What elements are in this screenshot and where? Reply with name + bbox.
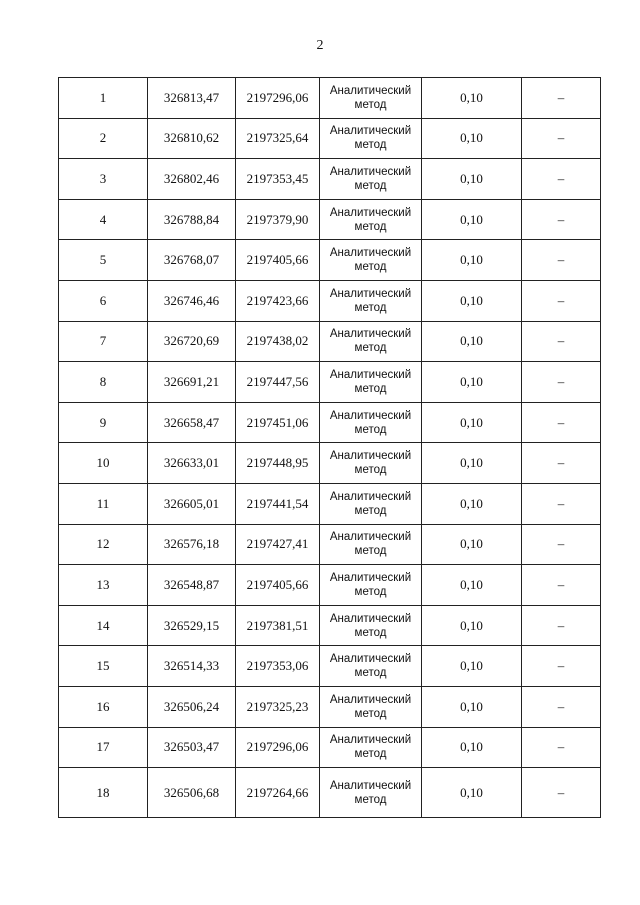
accuracy-cell: 0,10 (422, 321, 522, 362)
table-row (59, 443, 601, 484)
method-cell (320, 605, 422, 646)
point-number-cell: 17 (59, 727, 148, 768)
table-row (59, 159, 601, 200)
note-cell: – (522, 321, 601, 362)
method-label-line2: метод (354, 748, 387, 761)
method-cell (320, 443, 422, 484)
point-number-cell: 5 (59, 240, 148, 281)
note-cell: – (522, 402, 601, 443)
method-cell (320, 321, 422, 362)
point-number-cell: 9 (59, 402, 148, 443)
point-number-cell: 12 (59, 524, 148, 565)
y-coordinate-cell: 2197353,06 (236, 646, 320, 687)
note-cell: – (522, 280, 601, 321)
method-label-line2: метод (354, 626, 387, 639)
method-label-line1: Аналитический (329, 125, 412, 138)
method-cell (320, 118, 422, 159)
point-number-cell: 10 (59, 443, 148, 484)
note-cell: – (522, 605, 601, 646)
method-label-line1: Аналитический (329, 409, 412, 422)
method-label-line2: метод (354, 179, 387, 192)
note-cell: – (522, 565, 601, 606)
y-coordinate-cell: 2197325,64 (236, 118, 320, 159)
table-row (59, 686, 601, 727)
method-label-line1: Аналитический (329, 247, 412, 260)
x-coordinate-cell: 326503,47 (148, 727, 236, 768)
method-label-line1: Аналитический (329, 490, 412, 503)
accuracy-cell: 0,10 (422, 727, 522, 768)
method-label-line1: Аналитический (329, 779, 412, 792)
method-cell (320, 78, 422, 119)
method-label-line2: метод (354, 382, 387, 395)
method-label-line2: метод (354, 504, 387, 517)
x-coordinate-cell: 326746,46 (148, 280, 236, 321)
table-row (59, 118, 601, 159)
method-cell (320, 768, 422, 818)
accuracy-cell: 0,10 (422, 240, 522, 281)
x-coordinate-cell: 326529,15 (148, 605, 236, 646)
table-row (59, 768, 601, 818)
y-coordinate-cell: 2197296,06 (236, 78, 320, 119)
y-coordinate-cell: 2197381,51 (236, 605, 320, 646)
x-coordinate-cell: 326691,21 (148, 362, 236, 403)
y-coordinate-cell: 2197296,06 (236, 727, 320, 768)
point-number-cell: 8 (59, 362, 148, 403)
x-coordinate-cell: 326810,62 (148, 118, 236, 159)
method-cell (320, 686, 422, 727)
method-cell (320, 280, 422, 321)
note-cell: – (522, 727, 601, 768)
table-row (59, 321, 601, 362)
x-coordinate-cell: 326514,33 (148, 646, 236, 687)
note-cell: – (522, 524, 601, 565)
method-label-line2: метод (354, 585, 387, 598)
method-label-line1: Аналитический (329, 531, 412, 544)
note-cell: – (522, 443, 601, 484)
method-cell (320, 240, 422, 281)
accuracy-cell: 0,10 (422, 524, 522, 565)
method-label-line2: метод (354, 342, 387, 355)
method-label-line2: метод (354, 667, 387, 680)
y-coordinate-cell: 2197423,66 (236, 280, 320, 321)
table-row (59, 280, 601, 321)
table-row (59, 605, 601, 646)
accuracy-cell: 0,10 (422, 483, 522, 524)
method-label-line2: метод (354, 301, 387, 314)
accuracy-cell: 0,10 (422, 159, 522, 200)
method-cell (320, 159, 422, 200)
accuracy-cell: 0,10 (422, 78, 522, 119)
point-number-cell: 16 (59, 686, 148, 727)
method-label-line2: метод (354, 423, 387, 436)
method-label-line1: Аналитический (329, 693, 412, 706)
table-row (59, 78, 601, 119)
x-coordinate-cell: 326720,69 (148, 321, 236, 362)
x-coordinate-cell: 326576,18 (148, 524, 236, 565)
point-number-cell: 14 (59, 605, 148, 646)
note-cell: – (522, 118, 601, 159)
method-cell (320, 199, 422, 240)
y-coordinate-cell: 2197405,66 (236, 565, 320, 606)
note-cell: – (522, 646, 601, 687)
method-label-line2: метод (354, 464, 387, 477)
table-row (59, 565, 601, 606)
accuracy-cell: 0,10 (422, 605, 522, 646)
table-row (59, 524, 601, 565)
x-coordinate-cell: 326813,47 (148, 78, 236, 119)
method-label-line2: метод (354, 139, 387, 152)
page-number: 2 (316, 38, 324, 53)
x-coordinate-cell: 326788,84 (148, 199, 236, 240)
x-coordinate-cell: 326506,68 (148, 768, 236, 818)
y-coordinate-cell: 2197438,02 (236, 321, 320, 362)
method-label-line1: Аналитический (329, 612, 412, 625)
note-cell: – (522, 240, 601, 281)
point-number-cell: 6 (59, 280, 148, 321)
y-coordinate-cell: 2197451,06 (236, 402, 320, 443)
point-number-cell: 1 (59, 78, 148, 119)
method-label-line1: Аналитический (329, 206, 412, 219)
method-label-line2: метод (354, 707, 387, 720)
accuracy-cell: 0,10 (422, 565, 522, 606)
method-label-line1: Аналитический (329, 653, 412, 666)
accuracy-cell: 0,10 (422, 402, 522, 443)
method-label-line2: метод (354, 261, 387, 274)
accuracy-cell: 0,10 (422, 646, 522, 687)
accuracy-cell: 0,10 (422, 280, 522, 321)
note-cell: – (522, 159, 601, 200)
note-cell: – (522, 768, 601, 818)
y-coordinate-cell: 2197379,90 (236, 199, 320, 240)
point-number-cell: 4 (59, 199, 148, 240)
y-coordinate-cell: 2197353,45 (236, 159, 320, 200)
method-label-line2: метод (354, 220, 387, 233)
method-label-line1: Аналитический (329, 165, 412, 178)
x-coordinate-cell: 326506,24 (148, 686, 236, 727)
method-label-line1: Аналитический (329, 734, 412, 747)
method-label-line2: метод (354, 793, 387, 806)
method-cell (320, 727, 422, 768)
x-coordinate-cell: 326548,87 (148, 565, 236, 606)
x-coordinate-cell: 326605,01 (148, 483, 236, 524)
note-cell: – (522, 686, 601, 727)
table-body (59, 78, 601, 818)
y-coordinate-cell: 2197447,56 (236, 362, 320, 403)
coordinates-table (58, 77, 601, 818)
point-number-cell: 7 (59, 321, 148, 362)
method-cell (320, 565, 422, 606)
method-label-line1: Аналитический (329, 84, 412, 97)
y-coordinate-cell: 2197405,66 (236, 240, 320, 281)
accuracy-cell: 0,10 (422, 686, 522, 727)
method-cell (320, 646, 422, 687)
accuracy-cell: 0,10 (422, 199, 522, 240)
method-label-line1: Аналитический (329, 287, 412, 300)
table-row (59, 199, 601, 240)
table-row (59, 483, 601, 524)
note-cell: – (522, 483, 601, 524)
table-row (59, 362, 601, 403)
accuracy-cell: 0,10 (422, 768, 522, 818)
table-row (59, 646, 601, 687)
y-coordinate-cell: 2197264,66 (236, 768, 320, 818)
accuracy-cell: 0,10 (422, 362, 522, 403)
method-cell (320, 524, 422, 565)
method-label-line1: Аналитический (329, 368, 412, 381)
y-coordinate-cell: 2197427,41 (236, 524, 320, 565)
point-number-cell: 11 (59, 483, 148, 524)
method-cell (320, 362, 422, 403)
method-label-line2: метод (354, 545, 387, 558)
table-row (59, 402, 601, 443)
x-coordinate-cell: 326802,46 (148, 159, 236, 200)
method-label-line1: Аналитический (329, 450, 412, 463)
x-coordinate-cell: 326633,01 (148, 443, 236, 484)
point-number-cell: 2 (59, 118, 148, 159)
x-coordinate-cell: 326658,47 (148, 402, 236, 443)
note-cell: – (522, 199, 601, 240)
method-cell (320, 402, 422, 443)
accuracy-cell: 0,10 (422, 443, 522, 484)
point-number-cell: 15 (59, 646, 148, 687)
method-label-line1: Аналитический (329, 328, 412, 341)
y-coordinate-cell: 2197448,95 (236, 443, 320, 484)
method-cell (320, 483, 422, 524)
point-number-cell: 13 (59, 565, 148, 606)
y-coordinate-cell: 2197441,54 (236, 483, 320, 524)
table-row (59, 240, 601, 281)
accuracy-cell: 0,10 (422, 118, 522, 159)
method-label-line2: метод (354, 98, 387, 111)
y-coordinate-cell: 2197325,23 (236, 686, 320, 727)
note-cell: – (522, 362, 601, 403)
table-row (59, 727, 601, 768)
point-number-cell: 3 (59, 159, 148, 200)
x-coordinate-cell: 326768,07 (148, 240, 236, 281)
note-cell: – (522, 78, 601, 119)
method-label-line1: Аналитический (329, 571, 412, 584)
point-number-cell: 18 (59, 768, 148, 818)
